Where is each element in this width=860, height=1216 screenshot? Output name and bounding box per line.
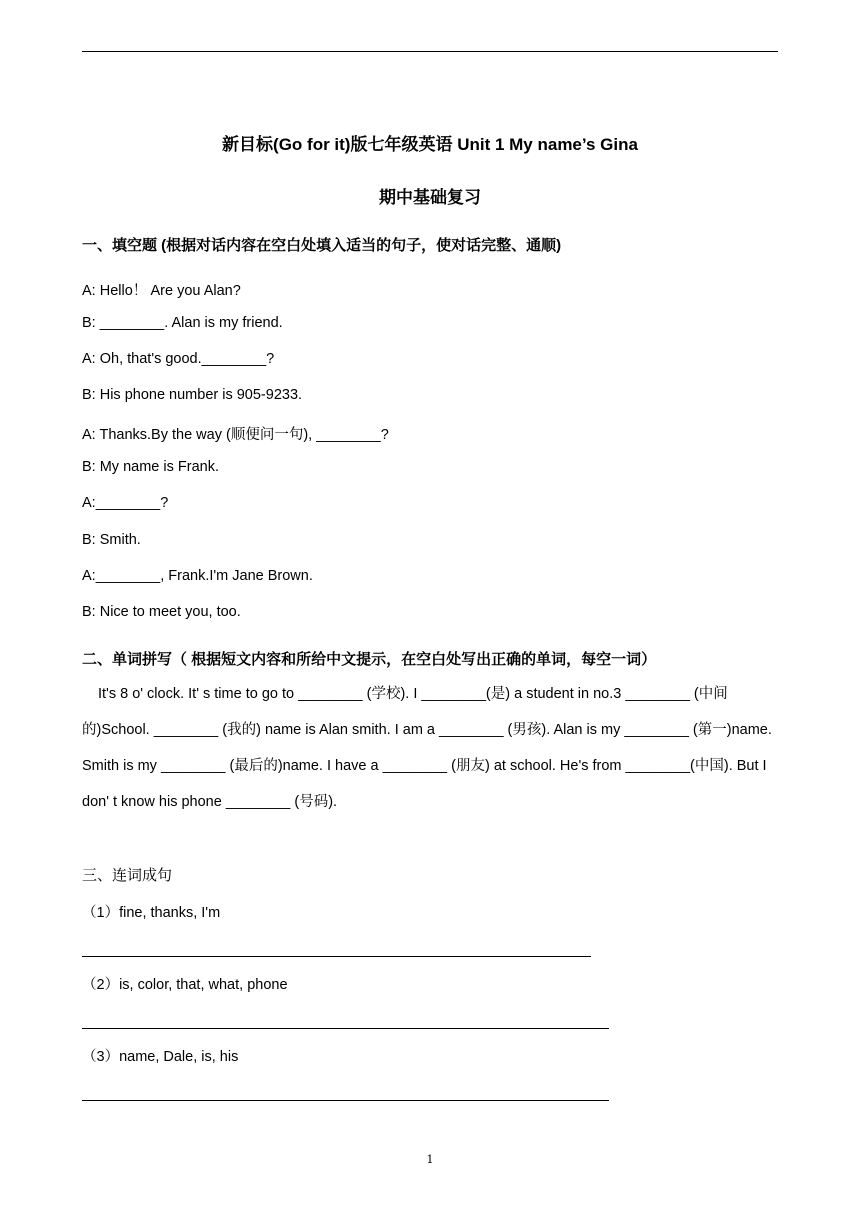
dialogue-line: A: Oh, that's good.________? (82, 351, 275, 367)
section2-heading: 二、单词拼写（ 根据短文内容和所给中文提示，在空白处写出正确的单词，每空一词） (82, 651, 657, 668)
spelling-paragraph: It's 8 o' clock. It' s time to go to ________ (学校). I ________(是) a student in no.3 ________ (中间的)School. ________ (我的) name is Alan smith. I am a ________ (男孩). Alan is my ________ (第一)name. Smith is my ________ (最后的)name. I have a ________ (朋友) at school. He's from ________(中国). But I don' t know his phone ________ (号码). (82, 686, 772, 810)
dialogue-line: B: ________. Alan is my friend. (82, 315, 283, 331)
document-subtitle: 期中基础复习 (379, 188, 481, 207)
answer-line (82, 1028, 609, 1029)
sentence-item: （1）fine, thanks, I'm (82, 905, 221, 921)
page-number: 1 (426, 1153, 434, 1166)
dialogue-line: A: Thanks.By the way (顺便问一句), ________? (82, 427, 389, 443)
dialogue-line: B: His phone number is 905-9233. (82, 387, 303, 403)
dialogue-line: B: My name is Frank. (82, 459, 219, 475)
section3-heading: 三、连词成句 (82, 866, 173, 884)
document-title: 新目标(Go for it)版七年级英语 Unit 1 My name’s Gina (222, 135, 638, 154)
dialogue-line: B: Nice to meet you, too. (82, 604, 241, 620)
dialogue-line: A:________, Frank.I'm Jane Brown. (82, 568, 313, 584)
dialogue-line: B: Smith. (82, 532, 141, 548)
answer-line (82, 956, 591, 957)
header-rule (82, 51, 778, 52)
sentence-item: （3）name, Dale, is, his (82, 1049, 239, 1065)
section1-heading: 一、填空题 (根据对话内容在空白处填入适当的句子，使对话完整、通顺) (82, 237, 562, 254)
sentence-item: （2）is, color, that, what, phone (82, 977, 288, 993)
dialogue-line: A:________? (82, 495, 169, 511)
answer-line (82, 1100, 609, 1101)
dialogue-line: A: Hello！ Are you Alan? (82, 283, 241, 299)
